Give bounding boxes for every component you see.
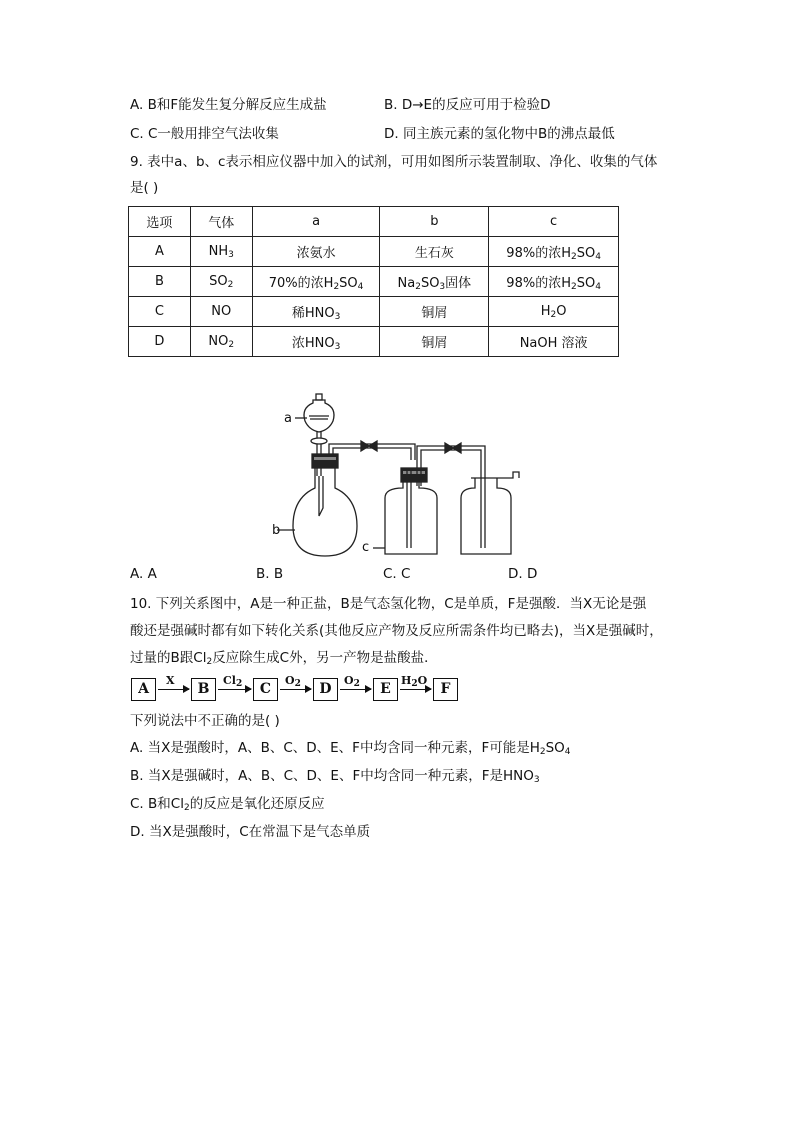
flow-arrow-4 — [340, 689, 371, 690]
table-cell: NaOH 溶液 — [489, 327, 619, 357]
q10-stem-line2: 酸还是强碱时都有如下转化关系(其他反应产物及反应所需条件均已略去)，当X是强碱时， — [130, 623, 663, 639]
q9-stem-line1: 9. 表中a、b、c表示相应仪器中加入的试剂，可用如图所示装置制取、净化、收集的气体 — [130, 154, 658, 170]
table-cell: 浓$HNO_3$ — [252, 327, 380, 357]
tube-clamp-icon — [361, 441, 377, 451]
flow-arrow-label-5: $H_2O$ — [401, 674, 428, 689]
table-cell: 98%的浓$H_2SO_4$ — [489, 267, 619, 297]
table-row — [129, 237, 619, 267]
q10-stem-line1: 10. 下列关系图中，A是一种正盐，B是气态氢化物，C是单质，F是强酸．当X无论是强 — [130, 596, 647, 612]
table-cell: A — [129, 237, 191, 267]
table-cell: 铜屑 — [380, 327, 489, 357]
table-cell: $H_2O$ — [489, 297, 619, 327]
q8-option-c: C. C一般用排空气法收集 — [130, 126, 279, 142]
table-header-row — [129, 207, 619, 237]
flow-arrow-3 — [280, 689, 311, 690]
table-row — [129, 297, 619, 327]
flow-arrow-1 — [158, 689, 189, 690]
flow-node-a: A — [131, 678, 156, 701]
label-b: b — [272, 523, 281, 538]
q10-option-c[interactable]: C. B和$Cl_2$的反应是氧化还原反应 — [130, 796, 325, 813]
q10-question: 下列说法中不正确的是( ) — [130, 713, 280, 729]
q10-option-b[interactable]: B. 当X是强碱时，A、B、C、D、E、F中均含同一种元素，F是$HNO_3$ — [130, 768, 540, 785]
label-c: c — [362, 540, 370, 555]
flow-node-e: E — [373, 678, 398, 701]
table-cell: 稀$HNO_3$ — [252, 297, 380, 327]
flow-arrow-label-2: $Cl_2$ — [223, 674, 243, 689]
header-cell: 选项 — [129, 207, 191, 237]
q9-answer-b[interactable]: B. B — [256, 566, 284, 582]
table-cell: D — [129, 327, 191, 357]
flow-arrow-2 — [218, 689, 251, 690]
table-cell: $SO_2$ — [190, 267, 252, 297]
table-row — [129, 327, 619, 357]
table-cell: $NH_3$ — [190, 237, 252, 267]
q9-answer-c[interactable]: C. C — [383, 566, 411, 582]
table-cell: C — [129, 297, 191, 327]
flow-node-b: B — [191, 678, 216, 701]
table-cell: 70%的浓$H_2SO_4$ — [252, 267, 380, 297]
q10-option-a[interactable]: A. 当X是强酸时，A、B、C、D、E、F中均含同一种元素，F可能是$H_2SO_4$ — [130, 740, 571, 757]
table-cell: 浓氨水 — [252, 237, 380, 267]
q8-option-a: A. B和F能发生复分解反应生成盐 — [130, 97, 327, 113]
flow-arrow-label-3: $O_2$ — [285, 674, 301, 689]
table-cell: $Na_2SO_3$固体 — [380, 267, 489, 297]
header-cell: b — [380, 207, 489, 237]
table-cell: 生石灰 — [380, 237, 489, 267]
flow-arrow-5 — [400, 689, 431, 690]
table-cell: NO — [190, 297, 252, 327]
apparatus-diagram — [265, 388, 527, 560]
q10-option-d[interactable]: D. 当X是强酸时，C在常温下是气态单质 — [130, 824, 371, 840]
table-cell: $NO_2$ — [190, 327, 252, 357]
wash-bottle-icon — [373, 468, 437, 554]
round-bottom-flask-icon — [277, 468, 357, 556]
gas-collecting-bottle-icon — [461, 472, 519, 554]
label-a: a — [284, 411, 292, 426]
flow-arrow-label-4: $O_2$ — [344, 674, 360, 689]
header-cell: c — [489, 207, 619, 237]
table-row — [129, 267, 619, 297]
header-cell: 气体 — [190, 207, 252, 237]
flow-node-d: D — [313, 678, 338, 701]
q9-answer-d[interactable]: D. D — [508, 566, 538, 582]
flow-node-c: C — [253, 678, 278, 701]
q8-option-d: D. 同主族元素的氢化物中B的沸点最低 — [384, 126, 615, 142]
q9-answer-a[interactable]: A. A — [130, 566, 157, 582]
flow-node-f: F — [433, 678, 458, 701]
header-cell: a — [252, 207, 380, 237]
table-cell: B — [129, 267, 191, 297]
table-cell: 铜屑 — [380, 297, 489, 327]
q8-option-b: B. D→E的反应可用于检验D — [384, 97, 551, 113]
table-cell: 98%的浓$H_2SO_4$ — [489, 237, 619, 267]
flow-arrow-label-1: X — [166, 674, 175, 687]
q10-stem-line3: 过量的B跟$Cl_2$反应除生成C外，另一产物是盐酸盐． — [130, 650, 438, 667]
q9-reagent-table — [128, 206, 619, 357]
tube-clamp-icon — [445, 443, 461, 453]
rubber-stopper-icon — [312, 454, 338, 468]
q9-stem-line2: 是( ) — [130, 180, 159, 196]
